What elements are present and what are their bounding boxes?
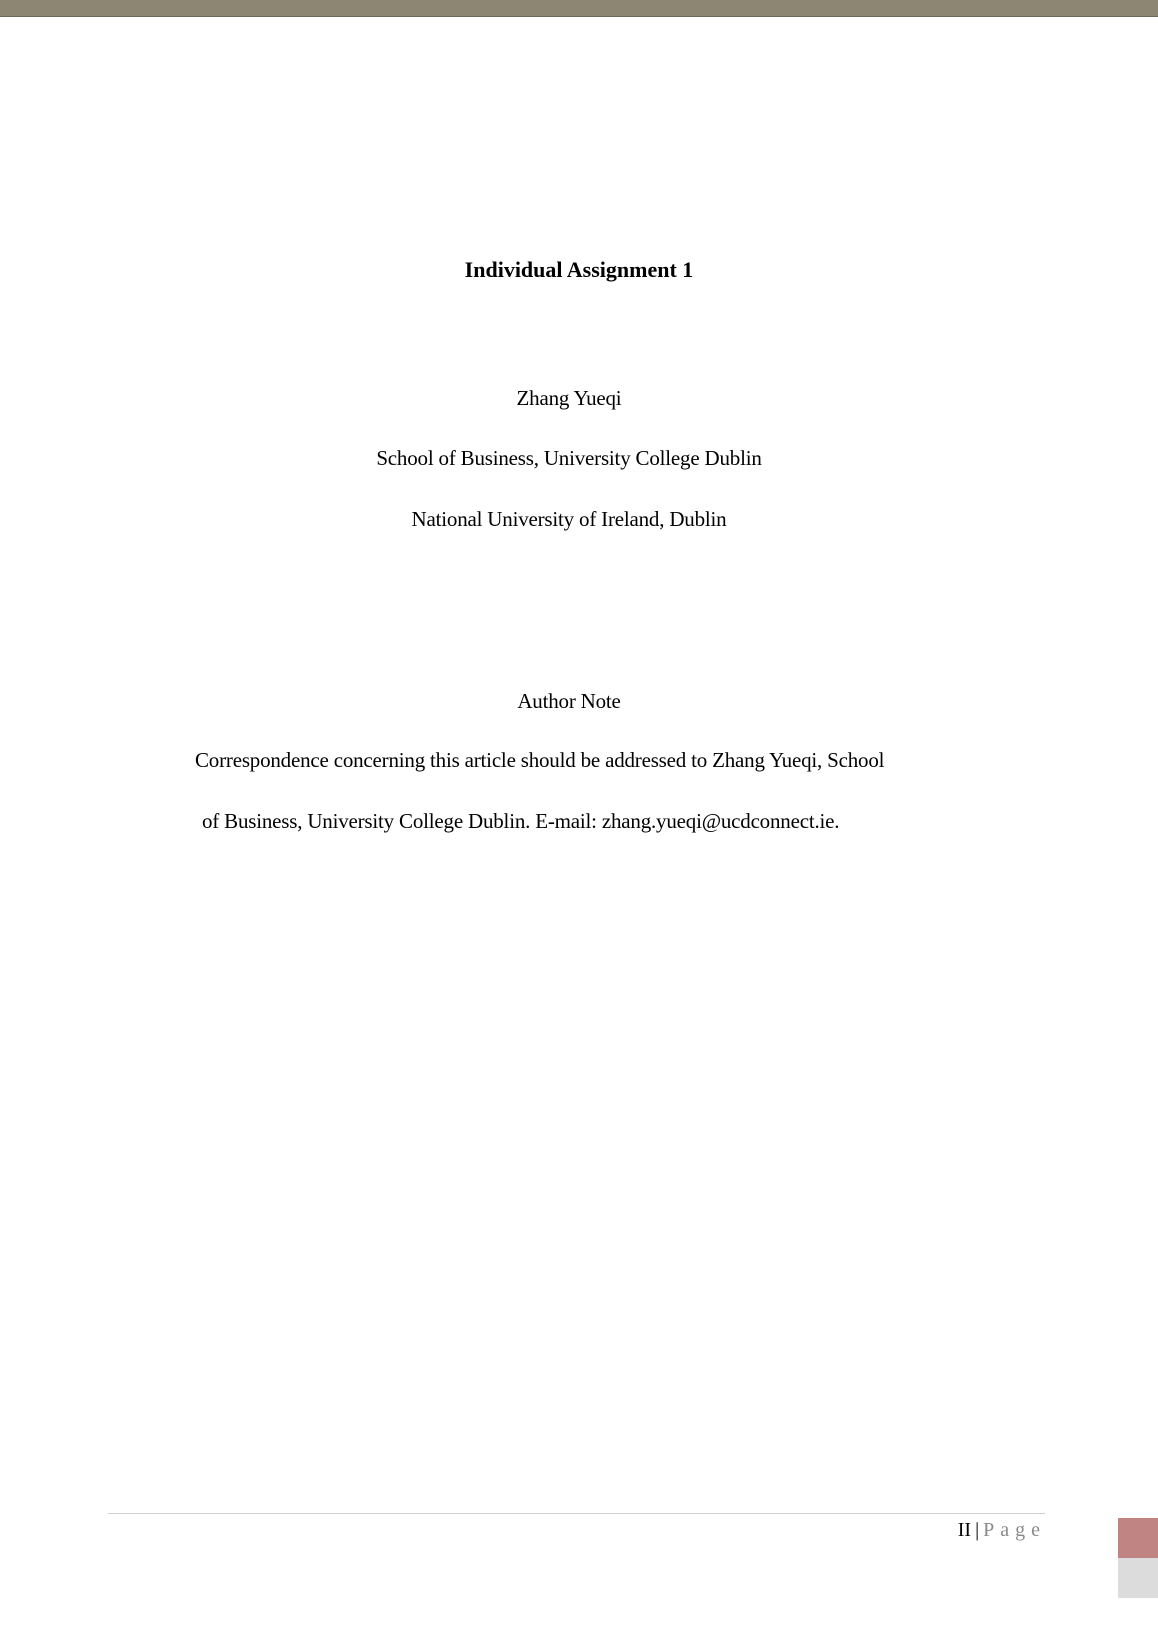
correspondence-line-1: Correspondence concerning this article should be addressed to Zhang Yueqi, School [195,748,885,772]
page-label: Page [983,1519,1046,1541]
author-note-heading: Author Note [517,689,621,713]
affiliation-school: School of Business, University College Dublin [376,446,762,470]
footer-divider [108,1513,1045,1514]
corner-gray-block [1118,1558,1158,1598]
page-number-footer [850,1516,1046,1544]
header-band [0,0,1158,17]
correspondence-line-2: of Business, University College Dublin. E-mail: zhang.yueqi@ucdconnect.ie. [202,809,840,833]
page-separator: | [975,1519,980,1541]
corner-accent-block [1118,1518,1158,1558]
page-number: II [957,1519,972,1541]
affiliation-university: National University of Ireland, Dublin [411,507,727,531]
author-name: Zhang Yueqi [516,386,622,410]
document-title: Individual Assignment 1 [464,257,694,282]
